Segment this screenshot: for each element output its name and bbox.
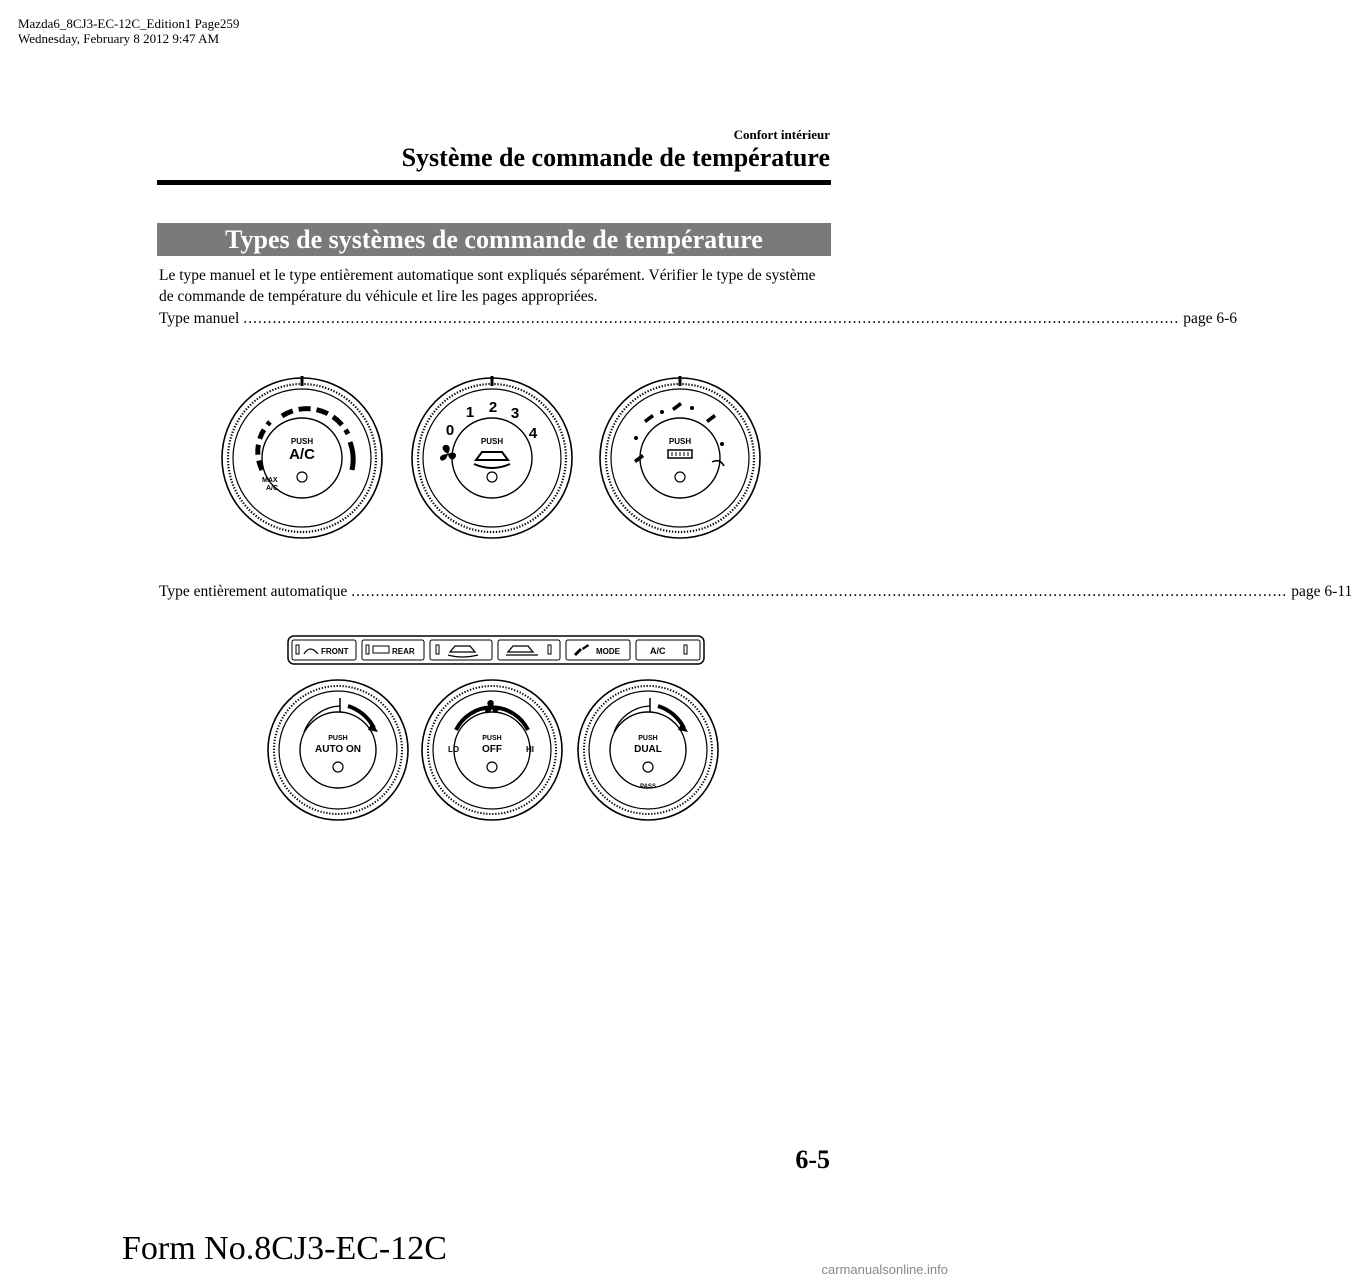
form-number: Form No.8CJ3-EC-12C xyxy=(122,1230,447,1267)
fan-speed-4: 4 xyxy=(528,425,538,442)
fan-speed-2: 2 xyxy=(488,399,498,416)
toc-page: page 6-6 xyxy=(1183,310,1238,327)
toc-label: Type entièrement automatique xyxy=(159,583,348,600)
auto-knob3-main-label: DUAL xyxy=(634,744,662,755)
indicator-led xyxy=(675,472,685,482)
fan-lo-label: LO xyxy=(448,745,460,754)
knob1-max-sub-label: A/C xyxy=(266,485,279,492)
fan-hi-label: HI xyxy=(526,745,534,754)
knob1-push-label: PUSH xyxy=(290,437,314,446)
fan-speed-0: 0 xyxy=(445,422,455,439)
pass-label: PASS xyxy=(640,784,656,790)
mode-label: MODE xyxy=(596,647,620,656)
auto-fan-knob xyxy=(422,680,562,820)
passenger-temperature-knob xyxy=(578,680,718,820)
button-strip xyxy=(288,636,704,664)
section-banner: Types de systèmes de commande de température xyxy=(157,223,831,256)
indicator-led xyxy=(333,762,343,772)
header-rule xyxy=(157,180,831,185)
auto-knob2-main-label: OFF xyxy=(482,744,502,755)
page-number: 6-5 xyxy=(795,1145,830,1174)
print-mark-line-2: Wednesday, February 8 2012 9:47 AM xyxy=(18,31,220,46)
driver-temperature-knob xyxy=(268,680,408,820)
knob2-push-label: PUSH xyxy=(480,437,504,446)
indicator-led xyxy=(487,762,497,772)
knob1-max-label: MAX xyxy=(262,477,278,484)
indicator-led xyxy=(297,472,307,482)
rear-defrost-button xyxy=(362,640,424,660)
recirculation-button xyxy=(430,640,492,660)
chapter-title: Système de commande de température xyxy=(401,143,830,172)
manual-control-illustration xyxy=(220,372,790,542)
auto-knob2-push-label: PUSH xyxy=(482,735,502,742)
knob1-main-label: A/C xyxy=(289,446,315,463)
ac-button xyxy=(636,640,700,660)
auto-knob1-main-label: AUTO ON xyxy=(315,744,361,755)
fan-speed-3: 3 xyxy=(510,405,520,422)
front-defrost-button xyxy=(292,640,356,660)
toc-row-manual[interactable] xyxy=(159,309,1238,329)
indicator-led xyxy=(643,762,653,772)
auto-knob1-push-label: PUSH xyxy=(328,735,348,742)
print-mark xyxy=(18,16,239,46)
toc-row-automatic[interactable] xyxy=(159,582,1352,602)
fresh-air-button xyxy=(498,640,560,660)
indicator-led xyxy=(487,472,497,482)
toc-page: page 6-11 xyxy=(1291,583,1352,600)
auto-knob3-push-label: PUSH xyxy=(638,735,658,742)
knob3-push-label: PUSH xyxy=(668,437,692,446)
mode-button xyxy=(566,640,630,660)
toc-leader: ................................................................................................................................................................................................ xyxy=(351,583,1288,600)
manual-mode-knob xyxy=(600,376,760,538)
manual-fan-knob xyxy=(412,376,572,538)
manual-temperature-knob xyxy=(222,376,382,538)
toc-label: Type manuel xyxy=(159,310,240,327)
intro-paragraph: Le type manuel et le type entièrement automatique sont expliqués séparément. Vérifier le type de système de commande de température du véhicule et lire les pages appropriées. xyxy=(159,267,816,305)
front-label: FRONT xyxy=(321,647,349,656)
watermark: carmanualsonline.info xyxy=(821,1262,948,1277)
toc-leader: ................................................................................................................................................................................................ xyxy=(243,310,1180,327)
print-mark-line-1: Mazda6_8CJ3-EC-12C_Edition1 Page259 xyxy=(18,16,240,31)
ac-label: A/C xyxy=(650,646,666,656)
automatic-control-illustration xyxy=(260,632,720,812)
fan-speed-1: 1 xyxy=(465,404,475,421)
rear-label: REAR xyxy=(392,647,415,656)
section-label: Confort intérieur xyxy=(733,127,830,142)
